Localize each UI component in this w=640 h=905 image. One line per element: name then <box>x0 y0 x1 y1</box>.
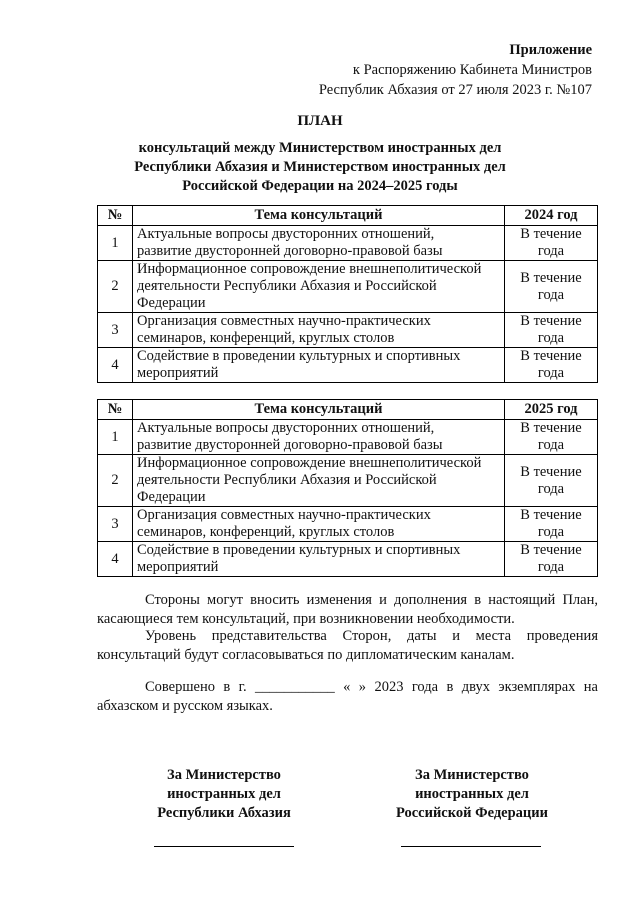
header-topic: Тема консультаций <box>133 206 505 226</box>
signature-line-text: иностранных дел <box>415 786 529 802</box>
topic-line: развитие двусторонней договорно-правовой базы <box>137 437 443 453</box>
appendix-title: Приложение <box>509 42 592 58</box>
row-term <box>505 507 598 542</box>
row-number: 1 <box>98 420 133 455</box>
plan-subtitle-line: Российской Федерации на 2024–2025 годы <box>182 178 458 194</box>
header-year: 2024 год <box>505 206 598 226</box>
row-topic <box>133 507 505 542</box>
table-row <box>98 507 598 542</box>
term-line: В течение <box>520 542 582 558</box>
appendix-line1: к Распоряжению Кабинета Министров <box>352 62 592 78</box>
paragraph-text: Стороны могут вносить изменения и дополнения в настоящий План, касающиеся тем консультаций, при возникновении необходимости. <box>97 592 598 627</box>
term-line: В течение <box>520 507 582 523</box>
table-body <box>98 420 598 577</box>
topic-line: Организация совместных научно-практических <box>137 313 431 329</box>
term-line: года <box>537 559 565 575</box>
topic-line: мероприятий <box>137 559 219 575</box>
term-line: года <box>537 330 565 346</box>
term-line: В течение <box>520 313 582 329</box>
topic-line: Содействие в проведении культурных и спортивных <box>137 348 461 364</box>
table-row <box>98 455 598 507</box>
table-header-row <box>98 206 598 226</box>
topic-line: Актуальные вопросы двусторонних отношений, <box>137 226 435 242</box>
row-term <box>505 542 598 577</box>
paragraph-representation <box>97 627 598 665</box>
row-term <box>505 420 598 455</box>
appendix-line2: Республик Абхазия от 27 июля 2023 г. №107 <box>318 82 592 98</box>
table-body <box>98 226 598 383</box>
signature-line-text: Республики Абхазия <box>157 805 291 821</box>
row-number: 1 <box>98 226 133 261</box>
row-topic <box>133 261 505 313</box>
row-number: 2 <box>98 455 133 507</box>
row-topic <box>133 348 505 383</box>
table-row <box>98 348 598 383</box>
topic-line: Информационное сопровождение внешнеполитической <box>137 455 482 471</box>
signature-block-russia <box>352 766 592 823</box>
term-line: В течение <box>520 269 582 286</box>
signature-line-text: Российской Федерации <box>395 805 548 821</box>
topic-line: семинаров, конференций, круглых столов <box>137 330 395 346</box>
topic-line: развитие двусторонней договорно-правовой базы <box>137 243 443 259</box>
row-topic <box>133 542 505 577</box>
term-line: В течение <box>520 226 582 242</box>
topic-line: Актуальные вопросы двусторонних отношений, <box>137 420 435 436</box>
header-topic: Тема консультаций <box>133 400 505 420</box>
table-row <box>98 226 598 261</box>
plan-title: ПЛАН <box>297 113 343 129</box>
signature-block-abkhazia <box>104 766 344 823</box>
signature-line-abkhazia <box>154 846 294 847</box>
signature-line-text: иностранных дел <box>167 786 281 802</box>
topic-line: Информационное сопровождение внешнеполитической <box>137 261 482 277</box>
row-term <box>505 455 598 507</box>
term-line: В течение <box>520 348 582 364</box>
topic-line: семинаров, конференций, круглых столов <box>137 524 395 540</box>
row-number: 3 <box>98 507 133 542</box>
term-line: года <box>537 437 565 453</box>
row-number: 2 <box>98 261 133 313</box>
header-num: № <box>98 400 133 420</box>
topic-line: деятельности Республики Абхазия и Российской <box>137 472 437 488</box>
topic-line: Федерации <box>137 295 206 311</box>
plan-subtitle-line: консультаций между Министерством иностранных дел <box>138 140 502 156</box>
row-topic <box>133 226 505 261</box>
row-topic <box>133 420 505 455</box>
row-topic <box>133 455 505 507</box>
row-term <box>505 348 598 383</box>
topic-line: Федерации <box>137 489 206 505</box>
row-number: 3 <box>98 313 133 348</box>
paragraph-text: Уровень представительства Сторон, даты и места проведения консультаций будут согласовываться по дипломатическим каналам. <box>97 628 598 663</box>
term-line: года <box>537 524 565 540</box>
term-line: года <box>537 365 565 381</box>
table-row <box>98 420 598 455</box>
topic-line: мероприятий <box>137 365 219 381</box>
appendix-header <box>319 40 592 100</box>
table-row <box>98 261 598 313</box>
table-row <box>98 313 598 348</box>
row-topic <box>133 313 505 348</box>
term-line: В течение <box>520 420 582 436</box>
row-term <box>505 313 598 348</box>
term-line: года <box>537 480 565 497</box>
paragraph-text: Совершено в г. ___________ « » 2023 года в двух экземплярах на абхазском и русском языках. <box>97 679 598 714</box>
term-line: В течение <box>520 463 582 480</box>
header-num: № <box>98 206 133 226</box>
table-row <box>98 542 598 577</box>
consultations-table-2024 <box>97 205 598 383</box>
header-year: 2025 год <box>505 400 598 420</box>
paragraph-done-at <box>97 678 598 716</box>
consultations-table-2025 <box>97 399 598 577</box>
topic-line: Организация совместных научно-практических <box>137 507 431 523</box>
signature-line-text: За Министерство <box>167 767 281 783</box>
plan-subtitle <box>0 139 640 196</box>
topic-line: Содействие в проведении культурных и спортивных <box>137 542 461 558</box>
row-term <box>505 261 598 313</box>
row-number: 4 <box>98 542 133 577</box>
signature-line-russia <box>401 846 541 847</box>
paragraph-amendments <box>97 591 598 629</box>
row-term <box>505 226 598 261</box>
signature-line-text: За Министерство <box>415 767 529 783</box>
table-header-row <box>98 400 598 420</box>
topic-line: деятельности Республики Абхазия и Российской <box>137 278 437 294</box>
row-number: 4 <box>98 348 133 383</box>
term-line: года <box>537 243 565 259</box>
term-line: года <box>537 286 565 303</box>
plan-subtitle-line: Республики Абхазия и Министерством иностранных дел <box>134 159 506 175</box>
